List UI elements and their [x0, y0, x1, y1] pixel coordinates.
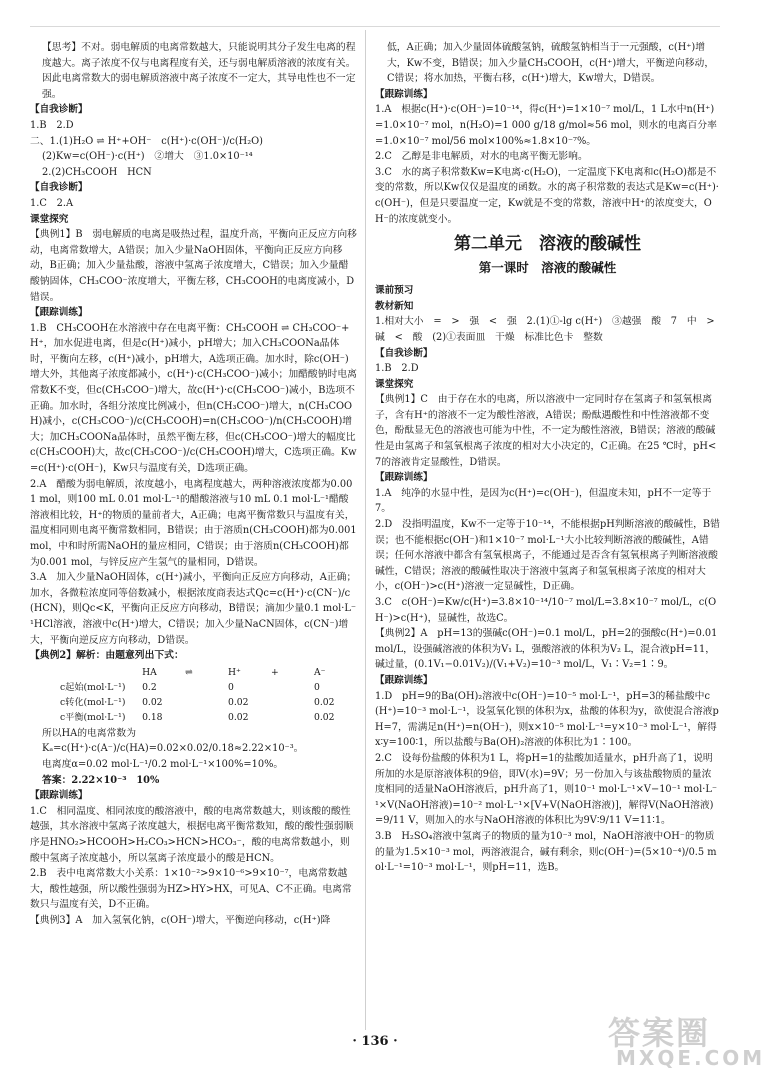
- paragraph: 1.B 2.D: [375, 363, 419, 375]
- table-cell: 0.02: [314, 711, 335, 723]
- table-cell: HA: [142, 666, 157, 678]
- table-row: [60, 695, 357, 710]
- watermark-text-top: 答案圈: [608, 1014, 711, 1052]
- paragraph: 3.A 加入少量NaOH固体，c(H⁺)减小，平衡向正反应方向移动，A正确；加水，各微粒浓度同等倍数减小，根据浓度商表达式Qc=c(H⁺)·c(CN⁻)/c(HCN)，则Qc<K，平衡向正反应方向移动，B错误；滴加少量0.1 mol·L⁻¹HCl溶液，溶液中c(H⁺)增大，C错误；加入少量NaCN固体，c(CN⁻)增大，平衡向逆反应方向移动，D错误。: [30, 572, 357, 646]
- table-cell: [271, 680, 314, 695]
- paragraph: 【典例1】B 弱电解质的电离是吸热过程，温度升高，平衡向正反应方向移动，电离常数增大，A错误；加入少量NaOH固体，平衡向正反应方向移动，B正确；加入少量盐酸，溶液中氢离子浓度增大，C错误；加入少量醋酸钠固体，CH₃COO⁻浓度增大，平衡左移，CH₃COOH的电离度减小，D错误。: [30, 229, 357, 303]
- paragraph: 2.B 表中电离常数大小关系：1×10⁻²>9×10⁻⁶>9×10⁻⁷，电离常数越大，酸性越强，所以酸性强弱为HZ>HY>HX，可见A、C不正确。电离常数只与温度有关，D不正确。: [30, 868, 352, 911]
- paragraph: 2.C 乙醇是非电解质，对水的电离平衡无影响。: [375, 151, 588, 163]
- table-cell: [185, 680, 228, 695]
- paragraph: 1.相对大小 = > 强 < 强 2.(1)①-lg c(H⁺) ③越强 酸 7 中 > 碱 < 酸 (2)①表面皿 干燥 标准比色卡 整数: [375, 316, 725, 343]
- table-cell: [271, 695, 314, 710]
- paragraph: 2.(2)CH₃COOH HCN: [42, 166, 152, 178]
- paragraph: 【典例1】C 由于存在水的电离，所以溶液中一定同时存在氢离子和氢氧根离子，含有H⁺的溶液不一定为酸性溶液，A错误；酚酞遇酸性和中性溶液都不变色，酚酞显无色的溶液也可能为中性，不一定为酸性溶液，B错误；溶液的酸碱性是由氢离子和氢氧根离子浓度的相对大小决定的，C正确。在25 ℃时，pH<7的溶液肯定显酸性，D错误。: [375, 394, 717, 468]
- paragraph: 3.B H₂SO₄溶液中氢离子的物质的量为10⁻³ mol，NaOH溶液中OH⁻的物质的量为1.5×10⁻³ mol，两溶液混合，碱有剩余，则c(OH⁻)=(5×10⁻⁴)/0.5 mol·L⁻¹=10⁻³ mol·L⁻¹，则pH=11，选B。: [375, 830, 717, 874]
- table-cell: A⁻: [314, 666, 326, 678]
- section-heading: 【自我诊断】: [30, 182, 88, 194]
- paragraph: 【典例2】解析：由题意列出下式：: [30, 650, 184, 662]
- section-heading: 教材新知: [375, 300, 414, 312]
- section-heading: 【跟踪训练】: [30, 790, 88, 802]
- table-cell: 0.2: [142, 681, 157, 693]
- section-heading: 课堂探究: [375, 378, 414, 390]
- paragraph: 所以HA的电离常数为: [42, 727, 136, 739]
- paragraph: 电离度α=0.02 mol·L⁻¹/0.2 mol·L⁻¹×100%=10%。: [42, 758, 284, 770]
- right-column: [375, 40, 725, 876]
- table-cell: c平衡(mol·L⁻¹): [60, 711, 126, 723]
- table-cell: [185, 695, 228, 710]
- table-cell: 0.02: [314, 696, 335, 708]
- paragraph: 二、1.(1)H₂O ⇌ H⁺+OH⁻ c(H⁺)·c(OH⁻)/c(H₂O): [30, 135, 263, 147]
- section-heading: 课前预习: [375, 285, 414, 297]
- table-header-row: [60, 665, 357, 680]
- paragraph: 2.D 没指明温度，Kw不一定等于10⁻¹⁴，不能根据pH判断溶液的酸碱性，B错误；也不能根据c(OH⁻)和1×10⁻⁷ mol·L⁻¹大小比较判断溶液的酸碱性，A错误；任何水溶液中都含有氢氧根离子，不能通过是否含有氢氧根离子判断溶液酸碱性，C错误；溶液的酸碱性取决于溶液中氢离子和氢氧根离子浓度的相对大小，c(OH⁻)>c(H⁺)溶液一定显碱性，D正确。: [375, 519, 720, 593]
- paragraph: 1.A 根据c(H⁺)·c(OH⁻)=10⁻¹⁴，得c(H⁺)=1×10⁻⁷ mol/L，1 L水中n(H⁺)=1.0×10⁻⁷ mol，n(H₂O)=1 000 g/18 g/mol≈56 mol，则水的电离百分率=1.0×10⁻⁷ mol/56 mol×100%≈1.8×10⁻⁷%。: [375, 104, 717, 147]
- table-cell: 0.02: [142, 696, 163, 708]
- table-row: [60, 680, 357, 695]
- paragraph: 1.C 2.A: [30, 197, 74, 209]
- section-heading: 【自我诊断】: [30, 104, 88, 116]
- column-divider: [365, 30, 366, 1030]
- paragraph: 2.A 醋酸为弱电解质，浓度越小，电离程度越大，两种溶液浓度都为0.001 mol，则100 mL 0.01 mol·L⁻¹的醋酸溶液与10 mL 0.1 mol·L⁻¹醋酸溶液相比较，H⁺的物质的量前者大，A正确；电离平衡常数只与温度有关，温度相同则电离平衡常数相同，B错误；由于溶质n(CH₃COOH)都为0.001 mol，中和时所需NaOH的量应相同，C错误；由于溶质n(CH₃COOH)都为0.001 mol，与锌反应产生氢气的量相同，D错误。: [30, 478, 357, 568]
- table-cell: 0.18: [142, 711, 163, 723]
- section-heading: 【跟踪训练】: [375, 674, 433, 686]
- section-heading: 【跟踪训练】: [375, 472, 433, 484]
- table-cell: +: [271, 666, 279, 678]
- paragraph: 3.C c(OH⁻)=Kw/c(H⁺)=3.8×10⁻¹⁴/10⁻⁷ mol/L=3.8×10⁻⁷ mol/L，c(OH⁻)>c(H⁺)，显碱性，故选C。: [375, 597, 717, 624]
- paragraph: 1.B CH₃COOH在水溶液中存在电离平衡：CH₃COOH ⇌ CH₃COO⁻+H⁺，加水促进电离，但是c(H⁺)减小，pH增大；加入CH₃COONa晶体时，平衡向左移，c(H⁺)减小，pH增大，A选项正确。加水时，除c(OH⁻)增大外，其他离子浓度都减小，c(H⁺)·c(CH₃COO⁻)减小；加醋酸钠时电离常数K不变，但c(CH₃COO⁻)增大，故c(H⁺)·c(CH₃COO⁻)减小，B选项不正确。加水时，各组分浓度比例减小，但n(CH₃COO⁻)增大，n(CH₃COOH)减小，c(CH₃COO⁻)/c(CH₃COOH)=n(CH₃COO⁻)/n(CH₃COOH)增大；加CH₃COONa晶体时，虽然平衡左移，但c(CH₃COO⁻)增大的幅度比c(CH₃COOH)大，故c(CH₃COO⁻)/c(CH₃COOH)增大，C选项正确。Kw=c(H⁺)·c(OH⁻)，Kw只与温度有关，D选项正确。: [30, 322, 357, 475]
- paragraph: (2)Kw=c(OH⁻)·c(H⁺) ②增大 ③1.0×10⁻¹⁴: [42, 151, 253, 163]
- paragraph: 【典例3】A 加入氢氧化钠，c(OH⁻)增大，平衡逆向移动，c(H⁺)降: [30, 914, 331, 926]
- top-rule: [30, 26, 720, 27]
- table-cell: [271, 710, 314, 725]
- table-cell: c起始(mol·L⁻¹): [60, 681, 126, 693]
- lesson-title: 第一课时 溶液的酸碱性: [478, 260, 617, 276]
- left-paragraphs-2: [30, 726, 357, 929]
- paragraph: 【思考】不对。弱电解质的电离常数越大，只能说明其分子发生电离的程度越大。离子浓度不仅与电离程度有关，还与弱电解质溶液的浓度有关。因此电离常数大的弱电解质溶液中离子浓度不一定大，其导电性也不一定强。: [42, 42, 356, 100]
- table-cell: 0: [228, 681, 234, 693]
- watermark-logo: [608, 1008, 765, 1070]
- table-row: [60, 710, 357, 725]
- table-cell: c转化(mol·L⁻¹): [60, 696, 126, 708]
- section-heading: 【跟踪训练】: [375, 88, 433, 100]
- table-cell: [60, 665, 142, 680]
- paragraph: Kₐ=c(H⁺)·c(A⁻)/c(HA)=0.02×0.02/0.18≈2.22×10⁻³。: [42, 743, 304, 755]
- section-heading: 【自我诊断】: [375, 347, 433, 359]
- section-heading: 【跟踪训练】: [30, 307, 88, 319]
- paragraph: 低，A正确；加入少量固体硫酸氢钠，硫酸氢钠相当于一元强酸，c(H⁺)增大，Kw不变，B错误；加入少量CH₃COOH，c(H⁺)增大，平衡逆向移动，C错误；将水加热，平衡右移，c(H⁺)增大，Kw增大，D错误。: [387, 42, 715, 85]
- table-cell: H⁺: [228, 666, 241, 678]
- paragraph: 1.D pH=9的Ba(OH)₂溶液中c(OH⁻)=10⁻⁵ mol·L⁻¹，pH=3的稀盐酸中c(H⁺)=10⁻³ mol·L⁻¹，设氢氧化钡的体积为x，盐酸的体积为y，欲使混合溶液pH=7，需满足n(H⁺)=n(OH⁻)，则x×10⁻⁵ mol·L⁻¹=y×10⁻³ mol·L⁻¹，解得x∶y=100∶1，所以盐酸与Ba(OH)₂溶液的体积比为1∶100。: [375, 690, 719, 749]
- left-paragraphs: [30, 40, 357, 664]
- table-cell: ⇌: [185, 666, 193, 678]
- table-cell: 0.02: [228, 711, 249, 723]
- paragraph: 1.C 相同温度、相同浓度的酸溶液中，酸的电离常数越大，则该酸的酸性越强，其水溶液中氢离子浓度越大，根据电离平衡常数知，酸的酸性强弱顺序是HNO₂>HCOOH>H₂CO₃>HCN>HCO₃⁻，酸的电离常数越小，则酸中氢离子浓度越小，所以氢离子浓度最小的酸是HCN。: [30, 805, 354, 864]
- left-column: [30, 40, 357, 928]
- section-heading: 课堂探究: [30, 213, 69, 225]
- paragraph: 1.B 2.D: [30, 119, 74, 131]
- paragraph: 1.A 纯净的水显中性，是因为c(H⁺)=c(OH⁻)，但温度未知，pH不一定等于7。: [375, 487, 712, 515]
- page-number: · 136 ·: [352, 1034, 398, 1049]
- right-paragraphs: [375, 40, 720, 227]
- paragraph: 【典例2】A pH=13的强碱c(OH⁻)=0.1 mol/L，pH=2的强酸c(H⁺)=0.01 mol/L，设强碱溶液的体积为V₁ L，强酸溶液的体积为V₂ L，混合液pH=11，碱过量，(0.1V₁−0.01V₂)/(V₁+V₂)=10⁻³ mol/L，V₁∶V₂=1∶9。: [375, 628, 718, 671]
- watermark-text-bottom: MXQE.COM: [616, 1046, 765, 1070]
- table-cell: 0: [314, 681, 320, 693]
- paragraph: 3.C 水的离子积常数Kw=K电离·c(H₂O)，一定温度下K电离和c(H₂O)都是不变的常数，所以Kw仅仅是温度的函数。水的离子积常数的表达式是Kw=c(H⁺)·c(OH⁻)，但是只要温度一定，Kw就是不变的常数，溶液中H⁺的浓度变大，OH⁻的浓度就变小。: [375, 166, 719, 225]
- right-paragraphs-2: [375, 283, 725, 876]
- unit-title: 第二单元 溶液的酸碱性: [454, 234, 641, 255]
- table-cell: 0.02: [228, 696, 249, 708]
- paragraph: 答案：2.22×10⁻³ 10%: [42, 774, 160, 786]
- table-cell: [185, 710, 228, 725]
- paragraph: 2.C 设每份盐酸的体积为1 L，将pH=1的盐酸加适量水，pH升高了1，说明所加的水是原溶液体积的9倍，即V(水)=9V；另一份加入与该盐酸物质的量浓度相同的适量NaOH溶液后，pH升高了1，则10⁻¹ mol·L⁻¹×V−10⁻¹ mol·L⁻¹×V(NaOH溶液)=10⁻² mol·L⁻¹×[V+V(NaOH溶液)]，解得V(NaOH溶液)=9/11 V，则加入的水与NaOH溶液的体积比为9V∶9/11 V=11∶1。: [375, 752, 717, 827]
- ha-ionization-table: [60, 665, 357, 725]
